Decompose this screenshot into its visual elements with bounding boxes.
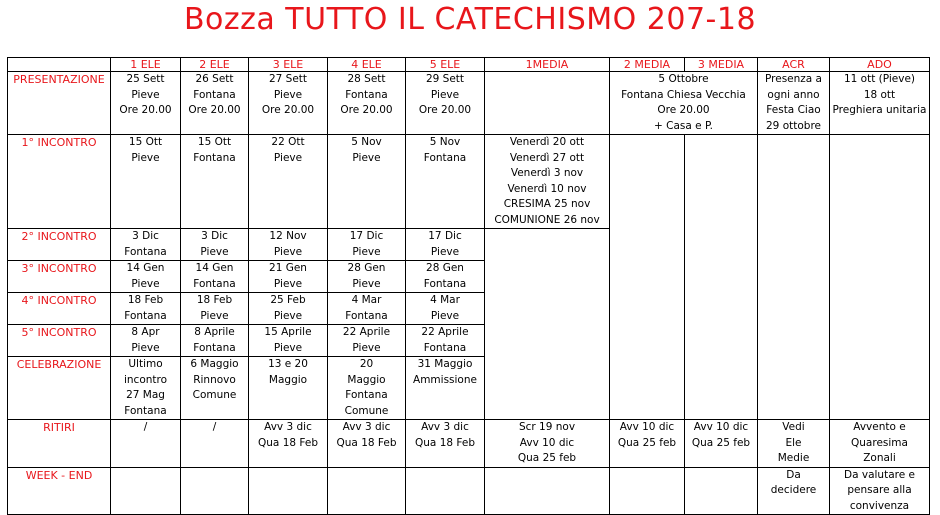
cell-incontro4-3-ele: 25 Feb Pieve xyxy=(249,293,328,325)
cell-incontro1-1-media: Venerdì 20 ott Venerdì 27 ott Venerdì 3 nov Venerdì 10 nov CRESIMA 25 nov COMUNIONE 26 nov xyxy=(485,135,610,229)
cell-incontro3-5-ele: 28 Gen Fontana xyxy=(406,261,485,293)
cell-ritiri-3-ele: Avv 3 dic Qua 18 Feb xyxy=(249,420,328,468)
cell-weekend-ado: Da valutare e pensare alla convivenza xyxy=(830,467,930,515)
cell-ritiri-4-ele: Avv 3 dic Qua 18 Feb xyxy=(328,420,406,468)
cell-celebrazione-1-ele: Ultimo incontro 27 Mag Fontana xyxy=(111,357,181,420)
cell-incontro4-5-ele: 4 Mar Pieve xyxy=(406,293,485,325)
header-4-ele: 4 ELE xyxy=(328,58,406,72)
cell-ritiri-1-media: Scr 19 nov Avv 10 dic Qua 25 feb xyxy=(485,420,610,468)
header-acr: ACR xyxy=(758,58,830,72)
cell-ritiri-acr: Vedi Ele Medie xyxy=(758,420,830,468)
cell-incontro1-2-ele: 15 Ott Fontana xyxy=(181,135,249,229)
header-3-ele: 3 ELE xyxy=(249,58,328,72)
cell-ritiri-1-ele: / xyxy=(111,420,181,468)
cell-incontro1-3-ele: 22 Ott Pieve xyxy=(249,135,328,229)
header-2-media: 2 MEDIA xyxy=(610,58,685,72)
cell-ritiri-5-ele: Avv 3 dic Qua 18 Feb xyxy=(406,420,485,468)
header-ado: ADO xyxy=(830,58,930,72)
header-1-ele: 1 ELE xyxy=(111,58,181,72)
row-label-incontro-2: 2° INCONTRO xyxy=(8,229,111,261)
cell-incontro2-3-ele: 12 Nov Pieve xyxy=(249,229,328,261)
header-2-ele: 2 ELE xyxy=(181,58,249,72)
row-label-presentazione: PRESENTAZIONE xyxy=(8,72,111,135)
cell-weekend-1-media xyxy=(485,467,610,515)
cell-weekend-4-ele xyxy=(328,467,406,515)
cell-incontro3-4-ele: 28 Gen Pieve xyxy=(328,261,406,293)
cell-presentazione-ado: 11 ott (Pieve) 18 ott Preghiera unitaria xyxy=(830,72,930,135)
header-1-media: 1MEDIA xyxy=(485,58,610,72)
cell-celebrazione-5-ele: 31 Maggio Ammissione xyxy=(406,357,485,420)
cell-incontro5-3-ele: 15 Aprile Pieve xyxy=(249,325,328,357)
header-corner xyxy=(8,58,111,72)
cell-incontro5-1-ele: 8 Apr Pieve xyxy=(111,325,181,357)
cell-presentazione-1-media xyxy=(485,72,610,135)
row-label-incontro-4: 4° INCONTRO xyxy=(8,293,111,325)
cell-incontro4-1-ele: 18 Feb Fontana xyxy=(111,293,181,325)
cell-incontro3-2-ele: 14 Gen Fontana xyxy=(181,261,249,293)
row-label-week-end: WEEK - END xyxy=(8,467,111,515)
cell-incontro4-2-ele: 18 Feb Pieve xyxy=(181,293,249,325)
row-label-incontro-5: 5° INCONTRO xyxy=(8,325,111,357)
cell-celebrazione-3-ele: 13 e 20 Maggio xyxy=(249,357,328,420)
cell-incontro5-5-ele: 22 Aprile Fontana xyxy=(406,325,485,357)
cell-incontro5-2-ele: 8 Aprile Fontana xyxy=(181,325,249,357)
cell-presentazione-3-ele: 27 Sett Pieve Ore 20.00 xyxy=(249,72,328,135)
cell-weekend-2-ele xyxy=(181,467,249,515)
cell-presentazione-2-3-media: 5 Ottobre Fontana Chiesa Vecchia Ore 20.00 + Casa e P. xyxy=(610,72,758,135)
cell-presentazione-5-ele: 29 Sett Pieve Ore 20.00 xyxy=(406,72,485,135)
row-label-incontro-1: 1° INCONTRO xyxy=(8,135,111,229)
cell-ritiri-3-media: Avv 10 dic Qua 25 feb xyxy=(685,420,758,468)
table-row xyxy=(8,420,930,468)
header-row xyxy=(8,58,930,72)
cell-ado-empty xyxy=(830,135,930,420)
cell-weekend-3-media xyxy=(685,467,758,515)
cell-2-media-empty xyxy=(610,135,685,420)
cell-weekend-acr: Da decidere xyxy=(758,467,830,515)
schedule-table xyxy=(7,57,930,515)
cell-weekend-5-ele xyxy=(406,467,485,515)
cell-presentazione-1-ele: 25 Sett Pieve Ore 20.00 xyxy=(111,72,181,135)
cell-incontro3-3-ele: 21 Gen Pieve xyxy=(249,261,328,293)
row-label-celebrazione: CELEBRAZIONE xyxy=(8,357,111,420)
cell-ritiri-2-ele: / xyxy=(181,420,249,468)
cell-presentazione-2-ele: 26 Sett Fontana Ore 20.00 xyxy=(181,72,249,135)
header-5-ele: 5 ELE xyxy=(406,58,485,72)
row-label-ritiri: RITIRI xyxy=(8,420,111,468)
cell-incontro2-4-ele: 17 Dic Pieve xyxy=(328,229,406,261)
cell-incontro2-5-ele: 17 Dic Pieve xyxy=(406,229,485,261)
table-row xyxy=(8,72,930,135)
cell-incontro1-4-ele: 5 Nov Pieve xyxy=(328,135,406,229)
cell-3-media-empty xyxy=(685,135,758,420)
cell-ritiri-ado: Avvento e Quaresima Zonali xyxy=(830,420,930,468)
cell-celebrazione-4-ele: 20 Maggio Fontana Comune xyxy=(328,357,406,420)
table-row xyxy=(8,135,930,229)
cell-incontro2-1-ele: 3 Dic Fontana xyxy=(111,229,181,261)
cell-incontro3-1-ele: 14 Gen Pieve xyxy=(111,261,181,293)
cell-presentazione-4-ele: 28 Sett Fontana Ore 20.00 xyxy=(328,72,406,135)
cell-presentazione-acr: Presenza a ogni anno Festa Ciao 29 ottobre xyxy=(758,72,830,135)
table-row xyxy=(8,467,930,515)
cell-acr-empty xyxy=(758,135,830,420)
cell-incontro1-1-ele: 15 Ott Pieve xyxy=(111,135,181,229)
cell-1-media-empty xyxy=(485,229,610,420)
cell-celebrazione-2-ele: 6 Maggio Rinnovo Comune xyxy=(181,357,249,420)
cell-weekend-2-media xyxy=(610,467,685,515)
page-title: Bozza TUTTO IL CATECHISMO 207-18 xyxy=(183,2,757,37)
cell-incontro4-4-ele: 4 Mar Fontana xyxy=(328,293,406,325)
cell-weekend-1-ele xyxy=(111,467,181,515)
cell-incontro2-2-ele: 3 Dic Pieve xyxy=(181,229,249,261)
header-3-media: 3 MEDIA xyxy=(685,58,758,72)
row-label-incontro-3: 3° INCONTRO xyxy=(8,261,111,293)
cell-weekend-3-ele xyxy=(249,467,328,515)
cell-incontro1-5-ele: 5 Nov Fontana xyxy=(406,135,485,229)
cell-incontro5-4-ele: 22 Aprile Pieve xyxy=(328,325,406,357)
cell-ritiri-2-media: Avv 10 dic Qua 25 feb xyxy=(610,420,685,468)
